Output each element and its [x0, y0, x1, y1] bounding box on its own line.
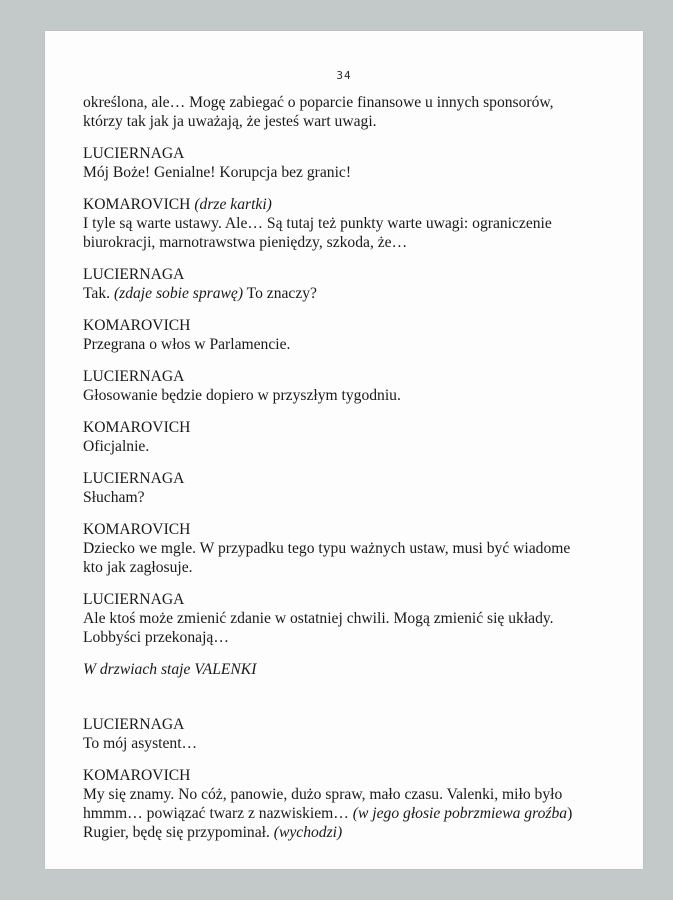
speaker-name [83, 265, 603, 284]
speaker-name [83, 367, 603, 386]
speaker-name [83, 144, 603, 163]
line-text: Dziecko we mgle. W przypadku tego typu ważnych ustaw, musi być wiadome [83, 540, 571, 557]
speaker-label: LUCIERNAGA [83, 716, 185, 733]
dialogue-line [83, 214, 603, 233]
dialogue-line [83, 539, 603, 558]
line-text: Rugier, będę się przypominał. [83, 824, 274, 841]
speaker-name [83, 520, 603, 539]
continued-text [83, 93, 603, 131]
line-text: My się znamy. No cóż, panowie, dużo spraw, mało czasu. Valenki, miło było [83, 786, 563, 803]
dialogue-line [83, 804, 603, 823]
dialogue-line [83, 823, 603, 842]
speaker-note: (drze kartki) [194, 196, 272, 213]
speaker-label: LUCIERNAGA [83, 266, 185, 283]
dialogue-line [83, 335, 603, 354]
dialogue-line [83, 284, 603, 303]
dialogue-block [83, 418, 603, 456]
line-text: Głosowanie będzie dopiero w przyszłym tygodniu. [83, 387, 401, 404]
line-text: I tyle są warte ustawy. Ale… Są tutaj też punkty warte uwagi: ograniczenie [83, 215, 552, 232]
line-text: ) [567, 805, 573, 822]
stage-direction: W drzwiach staje VALENKI [83, 661, 257, 678]
line-text: Przegrana o włos w Parlamencie. [83, 336, 291, 353]
stage-note: (zdaje sobie sprawę) [113, 285, 244, 302]
dialogue-block [83, 195, 603, 252]
line-text: kto jak zagłosuje. [83, 559, 193, 576]
dialogue-line [83, 558, 603, 577]
dialogue-line [83, 609, 603, 628]
script-text [83, 93, 603, 855]
dialogue-line [83, 93, 603, 112]
line-text: którzy tak jak ja uważają, że jesteś wart uwagi. [83, 113, 377, 130]
dialogue-block [83, 766, 603, 842]
dialogue-block [83, 316, 603, 354]
line-text: Słucham? [83, 489, 145, 506]
speaker-name [83, 715, 603, 734]
line-text: Lobbyści przekonają… [83, 629, 229, 646]
speaker-name [83, 766, 603, 785]
speaker-label: KOMAROVICH [83, 521, 191, 538]
stage-note: (w jego głosie pobrzmiewa groźba [352, 805, 568, 822]
line-text: biurokracji, marnotrawstwa pieniędzy, szkoda, że… [83, 234, 408, 251]
speaker-name [83, 469, 603, 488]
speaker-label: LUCIERNAGA [83, 591, 185, 608]
dialogue-block [83, 469, 603, 507]
speaker-label: LUCIERNAGA [83, 470, 185, 487]
line-text: Tak. [83, 285, 114, 302]
dialogue-line [83, 734, 603, 753]
line-text: To znaczy? [243, 285, 317, 302]
line-text: Oficjalnie. [83, 438, 150, 455]
document-page [45, 31, 643, 869]
dialogue-line [83, 437, 603, 456]
speaker-name [83, 316, 603, 335]
dialogue-block [83, 590, 603, 647]
line-text: Mój Boże! Genialne! Korupcja bez granic! [83, 164, 352, 181]
dialogue-block [83, 520, 603, 577]
dialogue-block [83, 265, 603, 303]
dialogue-line [83, 628, 603, 647]
line-text: hmmm… powiązać twarz z nazwiskiem… [83, 805, 353, 822]
dialogue-block [83, 144, 603, 182]
speaker-name [83, 195, 603, 214]
dialogue-line [83, 163, 603, 182]
line-text: określona, ale… Mogę zabiegać o poparcie finansowe u innych sponsorów, [83, 94, 554, 111]
speaker-name [83, 418, 603, 437]
dialogue-line [83, 112, 603, 131]
line-text: To mój asystent… [83, 735, 198, 752]
dialogue-line [83, 785, 603, 804]
line-text: Ale ktoś może zmienić zdanie w ostatniej chwili. Mogą zmienić się układy. [83, 610, 554, 627]
page-number: 34 [336, 69, 352, 82]
speaker-label: KOMAROVICH [83, 196, 191, 213]
speaker-label: KOMAROVICH [83, 419, 191, 436]
dialogue-block [83, 367, 603, 405]
speaker-label: LUCIERNAGA [83, 368, 185, 385]
speaker-label: LUCIERNAGA [83, 145, 185, 162]
dialogue-line [83, 386, 603, 405]
stage-note: (wychodzi) [273, 824, 343, 841]
speaker-name [83, 590, 603, 609]
dialogue-line [83, 488, 603, 507]
speaker-label: KOMAROVICH [83, 767, 191, 784]
speaker-label: KOMAROVICH [83, 317, 191, 334]
dialogue-block [83, 715, 603, 753]
dialogue-line [83, 233, 603, 252]
